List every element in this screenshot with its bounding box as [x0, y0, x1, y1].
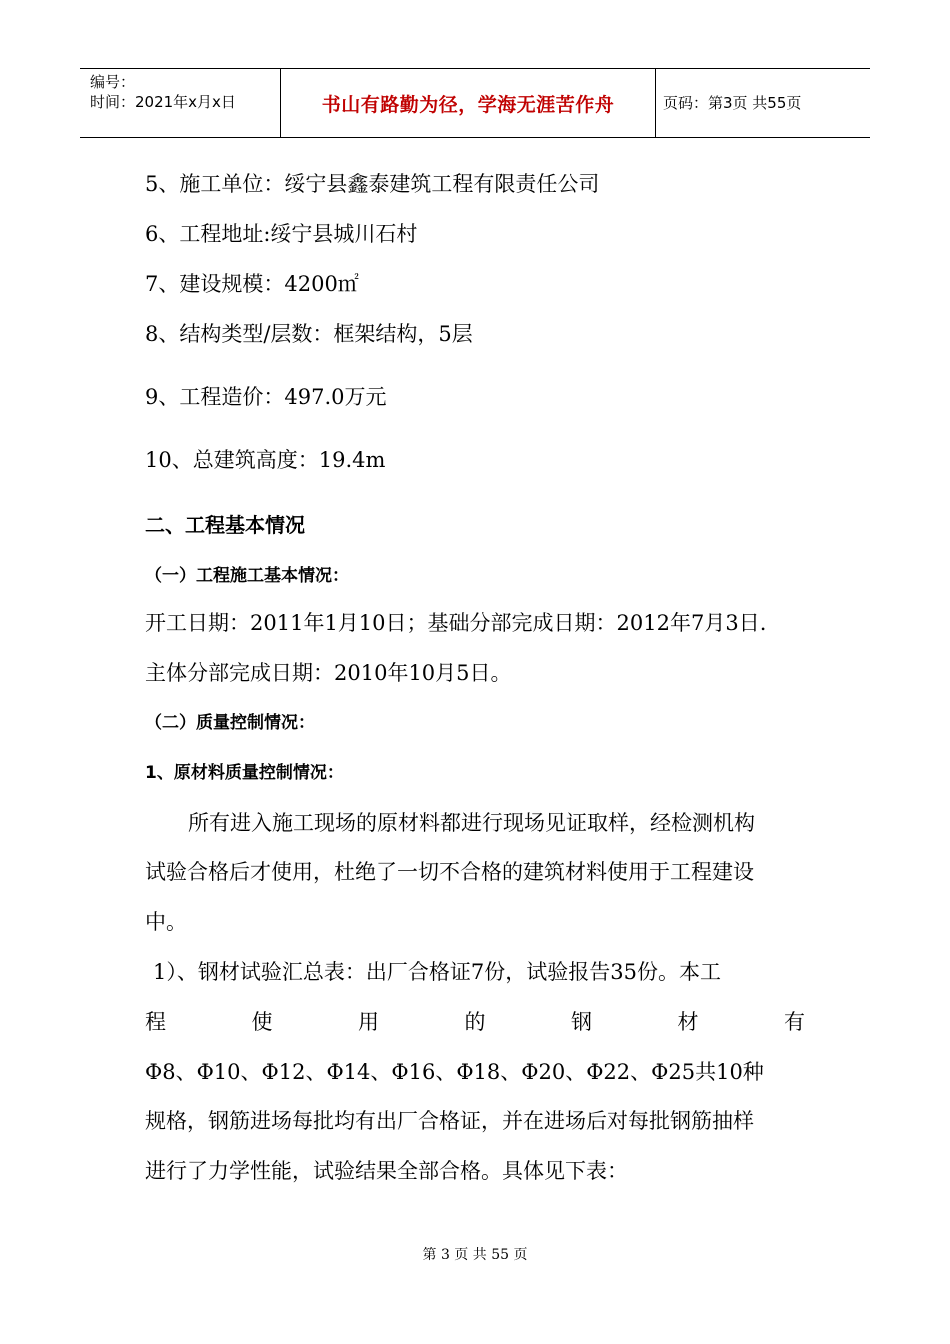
materials-para-line-3: 中。	[145, 910, 187, 934]
item-project-cost: 9、工程造价：497.0万元	[145, 385, 387, 409]
steel-word: 材	[677, 1010, 699, 1034]
subsection-heading-construction: （一）工程施工基本情况：	[145, 566, 349, 586]
materials-para-line-2: 试验合格后才使用，杜绝了一切不合格的建筑材料使用于工程建设	[145, 860, 754, 884]
steel-word: 有	[784, 1010, 805, 1034]
header-motto-cell	[280, 69, 656, 137]
motto-text: 书山有路勤为径，学海无涯苦作舟	[321, 93, 615, 116]
steel-line-2	[145, 1008, 805, 1036]
steel-word: 钢	[571, 1010, 592, 1034]
dates-line-1: 开工日期：2011年1月10日；基础分部完成日期：2012年7月3日.	[145, 611, 767, 635]
page-header	[80, 68, 870, 138]
header-right-cell	[655, 69, 870, 137]
steel-word: 的	[464, 1010, 486, 1034]
header-left-cell	[80, 69, 280, 137]
item-construction-scale: 7、建设规模：4200㎡	[145, 272, 359, 296]
steel-line-1: 1）、钢材试验汇总表：出厂合格证7份，试验报告35份。本工	[153, 960, 721, 984]
steel-word: 用	[358, 1010, 379, 1034]
page-footer: 第 3 页 共 55 页	[422, 1247, 528, 1263]
time-label: 时间：2021年x月x日	[90, 93, 236, 111]
page-code: 页码：第3页 共55页	[663, 94, 802, 112]
subsection-heading-materials: 1、原材料质量控制情况：	[145, 763, 344, 783]
steel-line-4: 规格，钢筋进场每批均有出厂合格证，并在进场后对每批钢筋抽样	[145, 1109, 754, 1133]
steel-word: 程	[145, 1010, 166, 1034]
dates-line-2: 主体分部完成日期：2010年10月5日。	[145, 661, 512, 685]
materials-para-line-1: 所有进入施工现场的原材料都进行现场见证取样，经检测机构	[188, 811, 755, 835]
steel-line-5: 进行了力学性能，试验结果全部合格。具体见下表：	[145, 1159, 628, 1183]
number-label: 编号：	[90, 73, 136, 91]
item-total-height: 10、总建筑高度：19.4m	[145, 448, 386, 472]
steel-line-3: Φ8、Φ10、Φ12、Φ14、Φ16、Φ18、Φ20、Φ22、Φ25共10种	[145, 1060, 764, 1084]
item-construction-unit: 5、施工单位：绥宁县鑫泰建筑工程有限责任公司	[145, 172, 600, 196]
item-structure-type: 8、结构类型/层数：框架结构，5层	[145, 322, 473, 346]
section-heading-basic-info: 二、工程基本情况	[145, 513, 305, 537]
subsection-heading-quality: （二）质量控制情况：	[145, 713, 315, 733]
item-project-address: 6、工程地址:绥宁县城川石村	[145, 222, 418, 246]
steel-word: 使	[251, 1010, 273, 1034]
